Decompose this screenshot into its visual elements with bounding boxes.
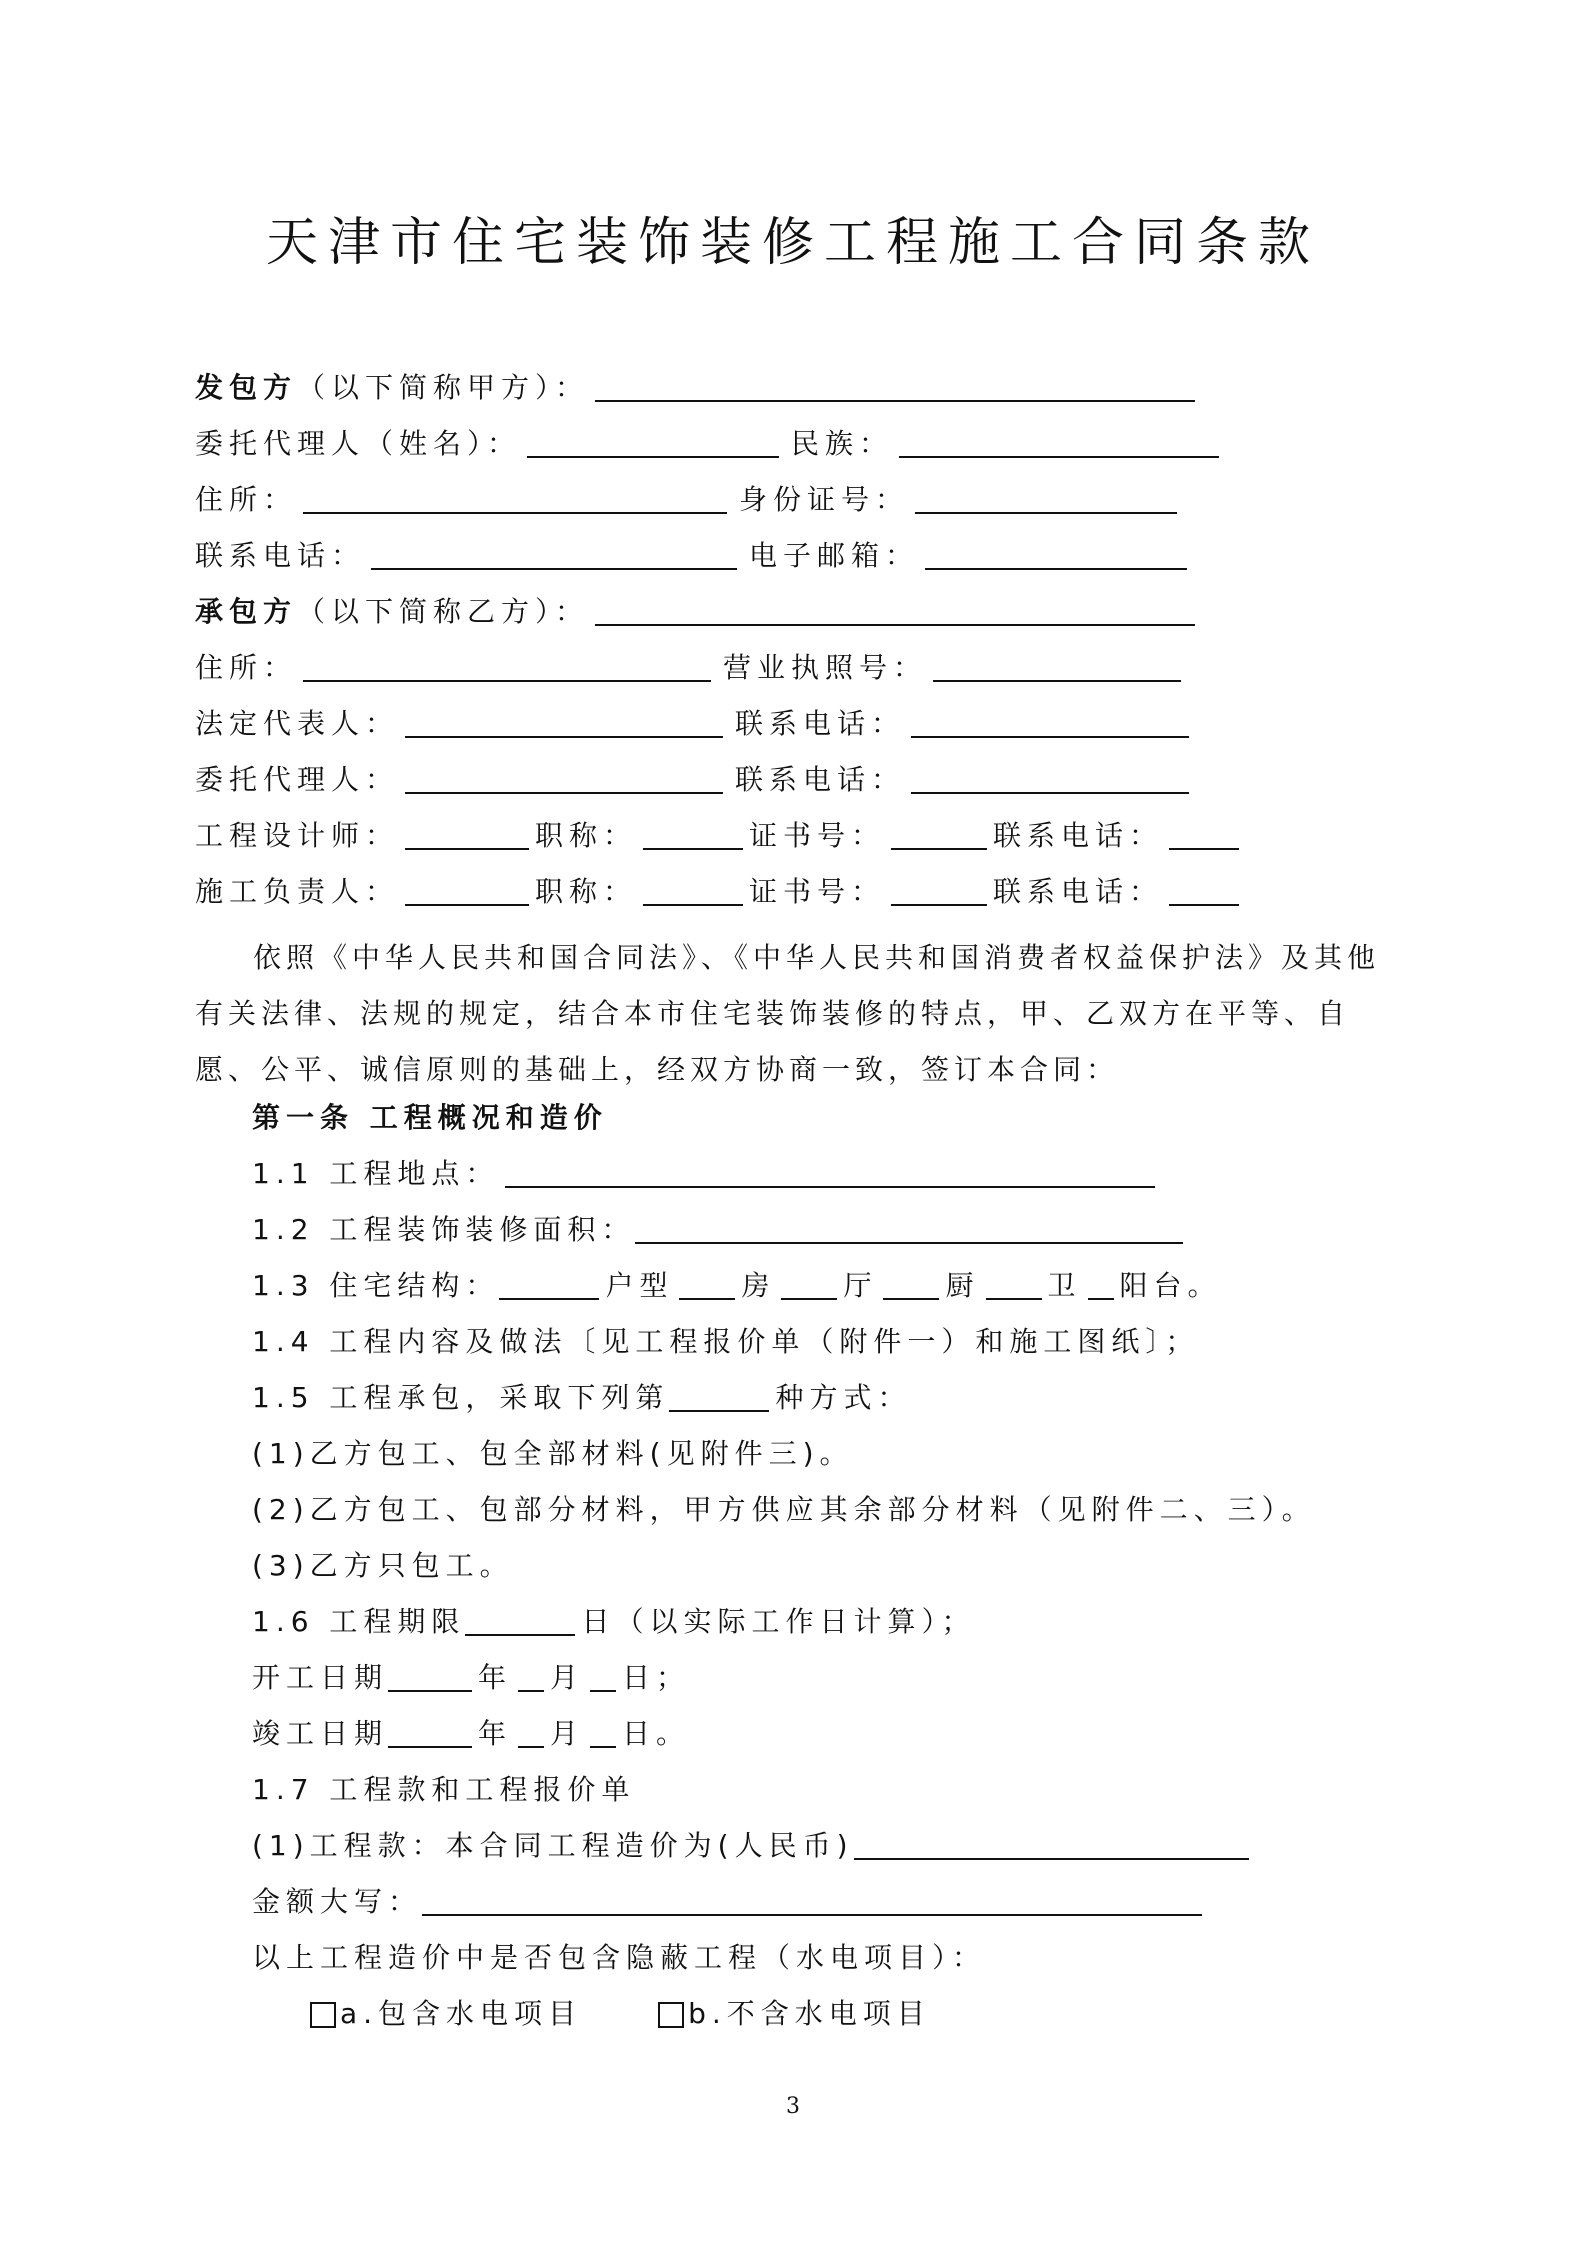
price-field[interactable] — [854, 1828, 1249, 1860]
item-1-6-label: 1.6 工程期限 — [252, 1605, 466, 1638]
balcony-field[interactable] — [1088, 1268, 1114, 1300]
price-row — [252, 1826, 1255, 1866]
amount-row — [252, 1882, 1208, 1922]
end-date-row — [252, 1714, 690, 1754]
designer-phone-field[interactable] — [1169, 818, 1239, 850]
end-month-field[interactable] — [518, 1716, 544, 1748]
party-a-email-label: 电子邮箱： — [749, 539, 920, 572]
end-month-label: 月 — [550, 1717, 585, 1750]
designer-field[interactable] — [405, 818, 529, 850]
exclude-water-electric-checkbox[interactable] — [658, 2002, 684, 2028]
party-a-phone-field[interactable] — [371, 538, 737, 570]
party-a-address-label: 住所： — [195, 483, 298, 516]
kitchens-field[interactable] — [883, 1268, 939, 1300]
manager-cert-label: 证书号： — [749, 875, 886, 908]
start-month-field[interactable] — [518, 1660, 544, 1692]
item-1-1 — [252, 1154, 1161, 1194]
article-1-heading: 第一条 工程概况和造价 — [252, 1101, 608, 1134]
structure-field[interactable] — [499, 1268, 599, 1300]
end-year-field[interactable] — [388, 1716, 472, 1748]
item-1-5-suffix: 种方式： — [775, 1381, 912, 1414]
party-b-agent-label: 委托代理人： — [195, 763, 400, 796]
hidden-works-question: 以上工程造价中是否包含隐蔽工程（水电项目）： — [252, 1941, 987, 1974]
baths-field[interactable] — [986, 1268, 1042, 1300]
bath-label: 卫 — [1047, 1269, 1082, 1302]
party-b-legal-row — [195, 704, 1195, 744]
item-1-2-label: 1.2 工程装饰装修面积： — [252, 1213, 636, 1246]
designer-title-label: 职称： — [535, 819, 638, 852]
start-month-label: 月 — [550, 1661, 585, 1694]
start-day-label: 日； — [622, 1661, 691, 1694]
end-year-label: 年 — [478, 1717, 513, 1750]
item-1-2 — [252, 1210, 1189, 1250]
party-b-legal-field[interactable] — [405, 706, 723, 738]
party-a-id-label: 身份证号： — [739, 483, 910, 516]
party-a-address-field[interactable] — [303, 482, 727, 514]
option-3: (3)乙方只包工。 — [252, 1549, 514, 1582]
manager-row — [195, 872, 1245, 912]
start-date-row — [252, 1658, 690, 1698]
designer-cert-field[interactable] — [891, 818, 987, 850]
party-a-agent-label: 委托代理人（姓名）： — [195, 427, 522, 460]
start-date-label: 开工日期 — [252, 1661, 389, 1694]
designer-title-field[interactable] — [643, 818, 743, 850]
option-2: (2)乙方包工、包部分材料，甲方供应其余部分材料（见附件二、三）。 — [252, 1493, 1316, 1526]
party-a-label: 发包方 — [195, 371, 298, 404]
kitchen-label: 厨 — [945, 1269, 980, 1302]
room-label: 房 — [741, 1269, 776, 1302]
option-1: (1)乙方包工、包全部材料(见附件三)。 — [252, 1437, 854, 1470]
item-1-6 — [252, 1602, 975, 1642]
start-year-field[interactable] — [388, 1660, 472, 1692]
party-b-address-field[interactable] — [303, 650, 711, 682]
party-a-agent-field[interactable] — [527, 426, 779, 458]
party-a-ethnicity-label: 民族： — [791, 427, 894, 460]
party-b-phone2-field[interactable] — [911, 762, 1189, 794]
party-b-legal-label: 法定代表人： — [195, 707, 400, 740]
designer-phone-label: 联系电话： — [993, 819, 1164, 852]
party-b-license-field[interactable] — [933, 650, 1181, 682]
include-water-electric-checkbox[interactable] — [310, 2002, 336, 2028]
price-label: (1)工程款：本合同工程造价为(人民币) — [252, 1829, 854, 1862]
manager-phone-field[interactable] — [1169, 874, 1239, 906]
manager-field[interactable] — [405, 874, 529, 906]
item-1-7: 1.7 工程款和工程报价单 — [252, 1773, 636, 1806]
item-1-6-suffix: 日（以实际工作日计算）； — [581, 1605, 976, 1638]
hall-label: 厅 — [843, 1269, 878, 1302]
hidden-works-options — [310, 1994, 931, 2034]
item-1-3 — [252, 1266, 1222, 1306]
party-a-email-field[interactable] — [925, 538, 1187, 570]
method-field[interactable] — [669, 1380, 769, 1412]
area-field[interactable] — [635, 1212, 1183, 1244]
intro-paragraph: 依照《中华人民共和国合同法》、《中华人民共和国消费者权益保护法》及其他有关法律、法规的规定，结合本市住宅装饰装修的特点，甲、乙双方在平等、自愿、公平、诚信原则的基础上，经双方协商一致，签订本合同： — [195, 941, 1381, 1086]
manager-title-label: 职称： — [535, 875, 638, 908]
party-a-label-rest: （以下简称甲方）： — [297, 371, 590, 404]
item-1-3-label: 1.3 住宅结构： — [252, 1269, 500, 1302]
duration-field[interactable] — [465, 1604, 575, 1636]
item-1-5 — [252, 1378, 911, 1418]
party-a-id-field[interactable] — [915, 482, 1177, 514]
party-a-phone-label: 联系电话： — [195, 539, 366, 572]
party-a-row — [195, 368, 1201, 408]
house-type-label: 户型 — [605, 1269, 674, 1302]
amount-words-field[interactable] — [422, 1884, 1202, 1916]
amount-label: 金额大写： — [252, 1885, 423, 1918]
party-a-ethnicity-field[interactable] — [899, 426, 1219, 458]
start-year-label: 年 — [478, 1661, 513, 1694]
party-b-phone-field[interactable] — [911, 706, 1189, 738]
party-b-agent-field[interactable] — [405, 762, 723, 794]
manager-phone-label: 联系电话： — [993, 875, 1164, 908]
party-b-label-rest: （以下简称乙方）： — [297, 595, 590, 628]
balcony-label: 阳台。 — [1119, 1269, 1222, 1302]
exclude-water-electric-label: b.不含水电项目 — [688, 1997, 931, 2030]
party-b-license-label: 营业执照号： — [723, 651, 928, 684]
party-b-label: 承包方 — [195, 595, 298, 628]
party-b-address-label: 住所： — [195, 651, 298, 684]
designer-row — [195, 816, 1245, 856]
end-day-field[interactable] — [590, 1716, 616, 1748]
designer-label: 工程设计师： — [195, 819, 400, 852]
start-day-field[interactable] — [590, 1660, 616, 1692]
party-b-row — [195, 592, 1201, 632]
item-1-5-label: 1.5 工程承包，采取下列第 — [252, 1381, 670, 1414]
include-water-electric-label: a.包含水电项目 — [340, 1997, 583, 2030]
party-a-name-field[interactable] — [595, 370, 1195, 402]
manager-title-field[interactable] — [643, 874, 743, 906]
end-date-label: 竣工日期 — [252, 1717, 389, 1750]
location-field[interactable] — [505, 1156, 1155, 1188]
party-a-agent-row — [195, 424, 1225, 464]
item-1-4: 1.4 工程内容及做法〔见工程报价单（附件一）和施工图纸〕； — [252, 1325, 1200, 1358]
party-b-address-row — [195, 648, 1187, 688]
page-number: 3 — [786, 2094, 800, 2119]
end-day-label: 日。 — [622, 1717, 691, 1750]
document-title: 天津市住宅装饰装修工程施工合同条款 — [265, 213, 1320, 273]
item-1-1-label: 1.1 工程地点： — [252, 1157, 500, 1190]
party-a-phone-row — [195, 536, 1193, 576]
manager-cert-field[interactable] — [891, 874, 987, 906]
party-b-phone-label: 联系电话： — [735, 707, 906, 740]
rooms-field[interactable] — [679, 1268, 735, 1300]
designer-cert-label: 证书号： — [749, 819, 886, 852]
party-b-agent-row — [195, 760, 1195, 800]
halls-field[interactable] — [781, 1268, 837, 1300]
party-b-name-field[interactable] — [595, 594, 1195, 626]
party-a-address-row — [195, 480, 1183, 520]
manager-label: 施工负责人： — [195, 875, 400, 908]
party-b-phone2-label: 联系电话： — [735, 763, 906, 796]
